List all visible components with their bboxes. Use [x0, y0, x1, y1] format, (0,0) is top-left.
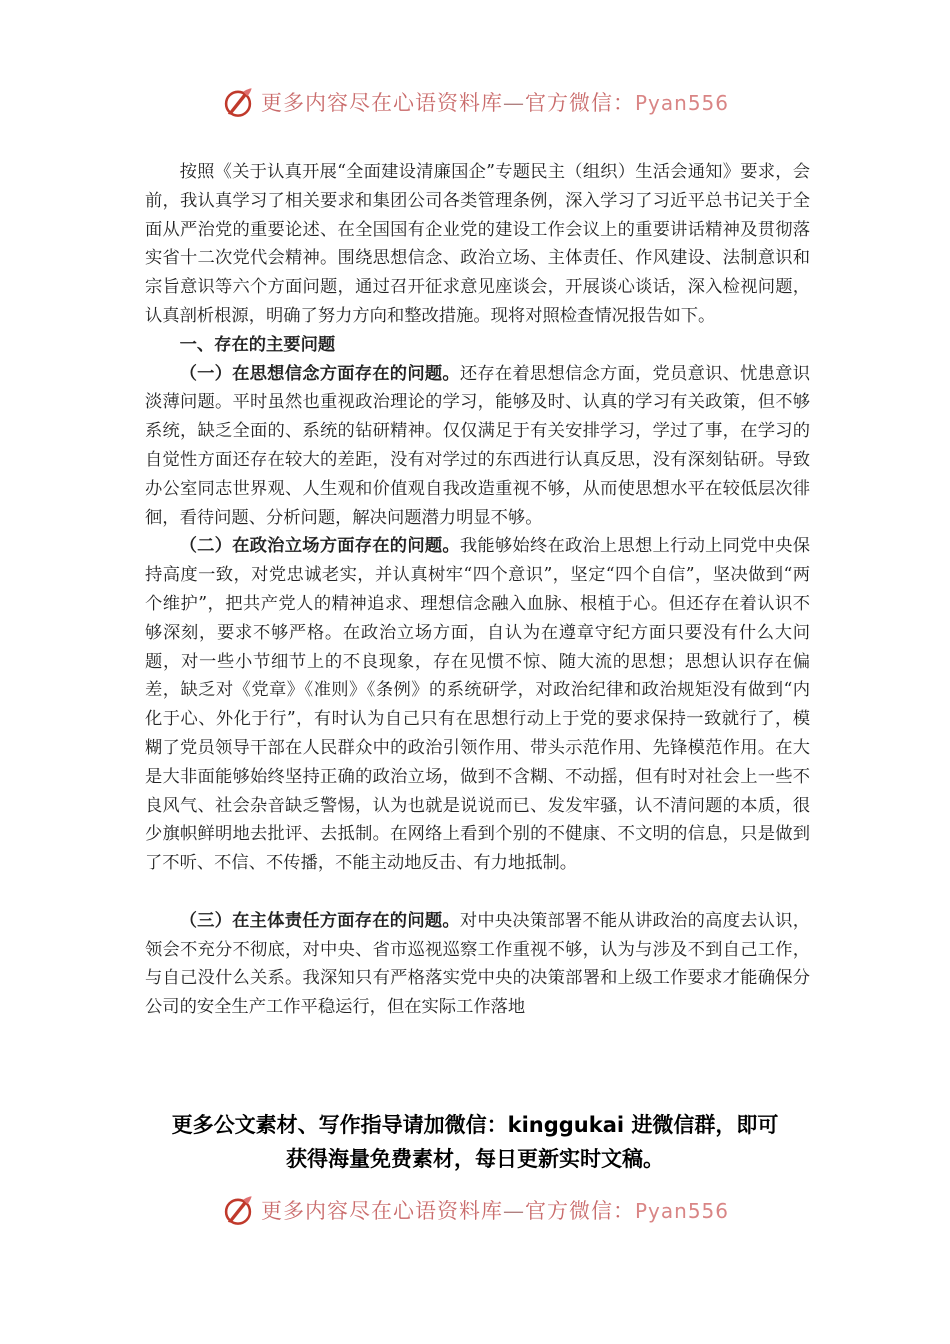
item-3-text: 对中央决策部署不能从讲政治的高度去认识，领会不充分不彻底，对中央、省市巡视巡察工作重视不够，认为与涉及不到自己工作，与自己没什么关系。我深知只有严格落实党中央的决策部署和上级工作要求才能确保分公司的安全生产工作平稳运行，但在实际工作落地 [145, 910, 810, 1018]
item-2-paragraph [145, 532, 810, 878]
promo-notice [0, 1108, 950, 1176]
item-1-paragraph [145, 360, 810, 533]
item-3-paragraph [145, 907, 810, 1022]
item-2-title: （二）在政治立场方面存在的问题。 [179, 536, 460, 557]
header-banner-text [261, 87, 729, 117]
promo-line-1: 更多公文素材、写作指导请加微信：kinggukai 进微信群，即可 [171, 1113, 779, 1137]
item-3-title: （三）在主体责任方面存在的问题。 [179, 910, 460, 931]
footer-account: Pyan556 [634, 1199, 729, 1223]
header-separator: — [502, 91, 525, 115]
quill-pen-logo-icon [221, 1193, 255, 1227]
footer-brand: 更多内容尽在心语资料库 [260, 1199, 503, 1223]
header-banner [0, 82, 950, 122]
header-account: Pyan556 [634, 91, 729, 115]
footer-label: 官方微信： [524, 1199, 635, 1223]
header-label: 官方微信： [524, 91, 635, 115]
section-heading: 一、存在的主要问题 [179, 334, 336, 355]
item-1-text: 还存在着思想信念方面，党员意识、忧患意识淡薄问题。平时虽然也重视政治理论的学习，能够及时、认真的学习有关政策，但不够系统，缺乏全面的、系统的钻研精神。仅仅满足于有关安排学习，学过了事，在学习的自觉性方面还存在较大的差距，没有对学过的东西进行认真反思，没有深刻钻研。导致办公室同志世界观、人生观和价值观自我改造重视不够，从而使思想水平在较低层次徘徊，看待问题、分析问题，解决问题潜力明显不够。 [145, 363, 810, 528]
footer-banner [0, 1190, 950, 1230]
quill-pen-logo-icon [221, 85, 255, 119]
footer-separator: — [502, 1199, 525, 1223]
promo-line-2: 获得海量免费素材，每日更新实时文稿。 [286, 1147, 664, 1171]
intro-paragraph: 按照《关于认真开展“全面建设清廉国企”专题民主（组织）生活会通知》要求，会前，我认真学习了相关要求和集团公司各类管理条例，深入学习了习近平总书记关于全面从严治党的重要论述、在全国国有企业党的建设工作会议上的重要讲话精神及贯彻落实省十二次党代会精神。围绕思想信念、政治立场、主体责任、作风建设、法制意识和宗旨意识等六个方面问题，通过召开征求意见座谈会，开展谈心谈话，深入检视问题，认真剖析根源，明确了努力方向和整改措施。现将对照检查情况报告如下。 [145, 162, 810, 326]
header-brand: 更多内容尽在心语资料库 [260, 91, 503, 115]
document-body [145, 158, 810, 1022]
item-1-title: （一）在思想信念方面存在的问题。 [179, 363, 460, 384]
item-2-text: 我能够始终在政治上思想上行动上同党中央保持高度一致，对党忠诚老实，并认真树牢“四个意识”，坚定“四个自信”，坚决做到“两个维护”，把共产党人的精神追求、理想信念融入血脉、根植于心。但还存在着认识不够深刻，要求不够严格。在政治立场方面，自认为在遵章守纪方面只要没有什么大问题，对一些小节细节上的不良现象，存在见惯不惊、随大流的思想；思想认识存在偏差，缺乏对《党章》《准则》《条例》的系统研学，对政治纪律和政治规矩没有做到“内化于心、外化于行”，有时认为自己只有在思想行动上于党的要求保持一致就行了，模糊了党员领导干部在人民群众中的政治引领作用、带头示范作用、先锋模范作用。在大是大非面能够始终坚持正确的政治立场，做到不含糊、不动摇，但有时对社会上一些不良风气、社会杂音缺乏警惕，认为也就是说说而已、发发牢骚，认不清问题的本质，很少旗帜鲜明地去批评、去抵制。在网络上看到个别的不健康、不文明的信息，只是做到了不听、不信、不传播，不能主动地反击、有力地抵制。 [145, 536, 810, 874]
footer-banner-text [261, 1195, 729, 1225]
